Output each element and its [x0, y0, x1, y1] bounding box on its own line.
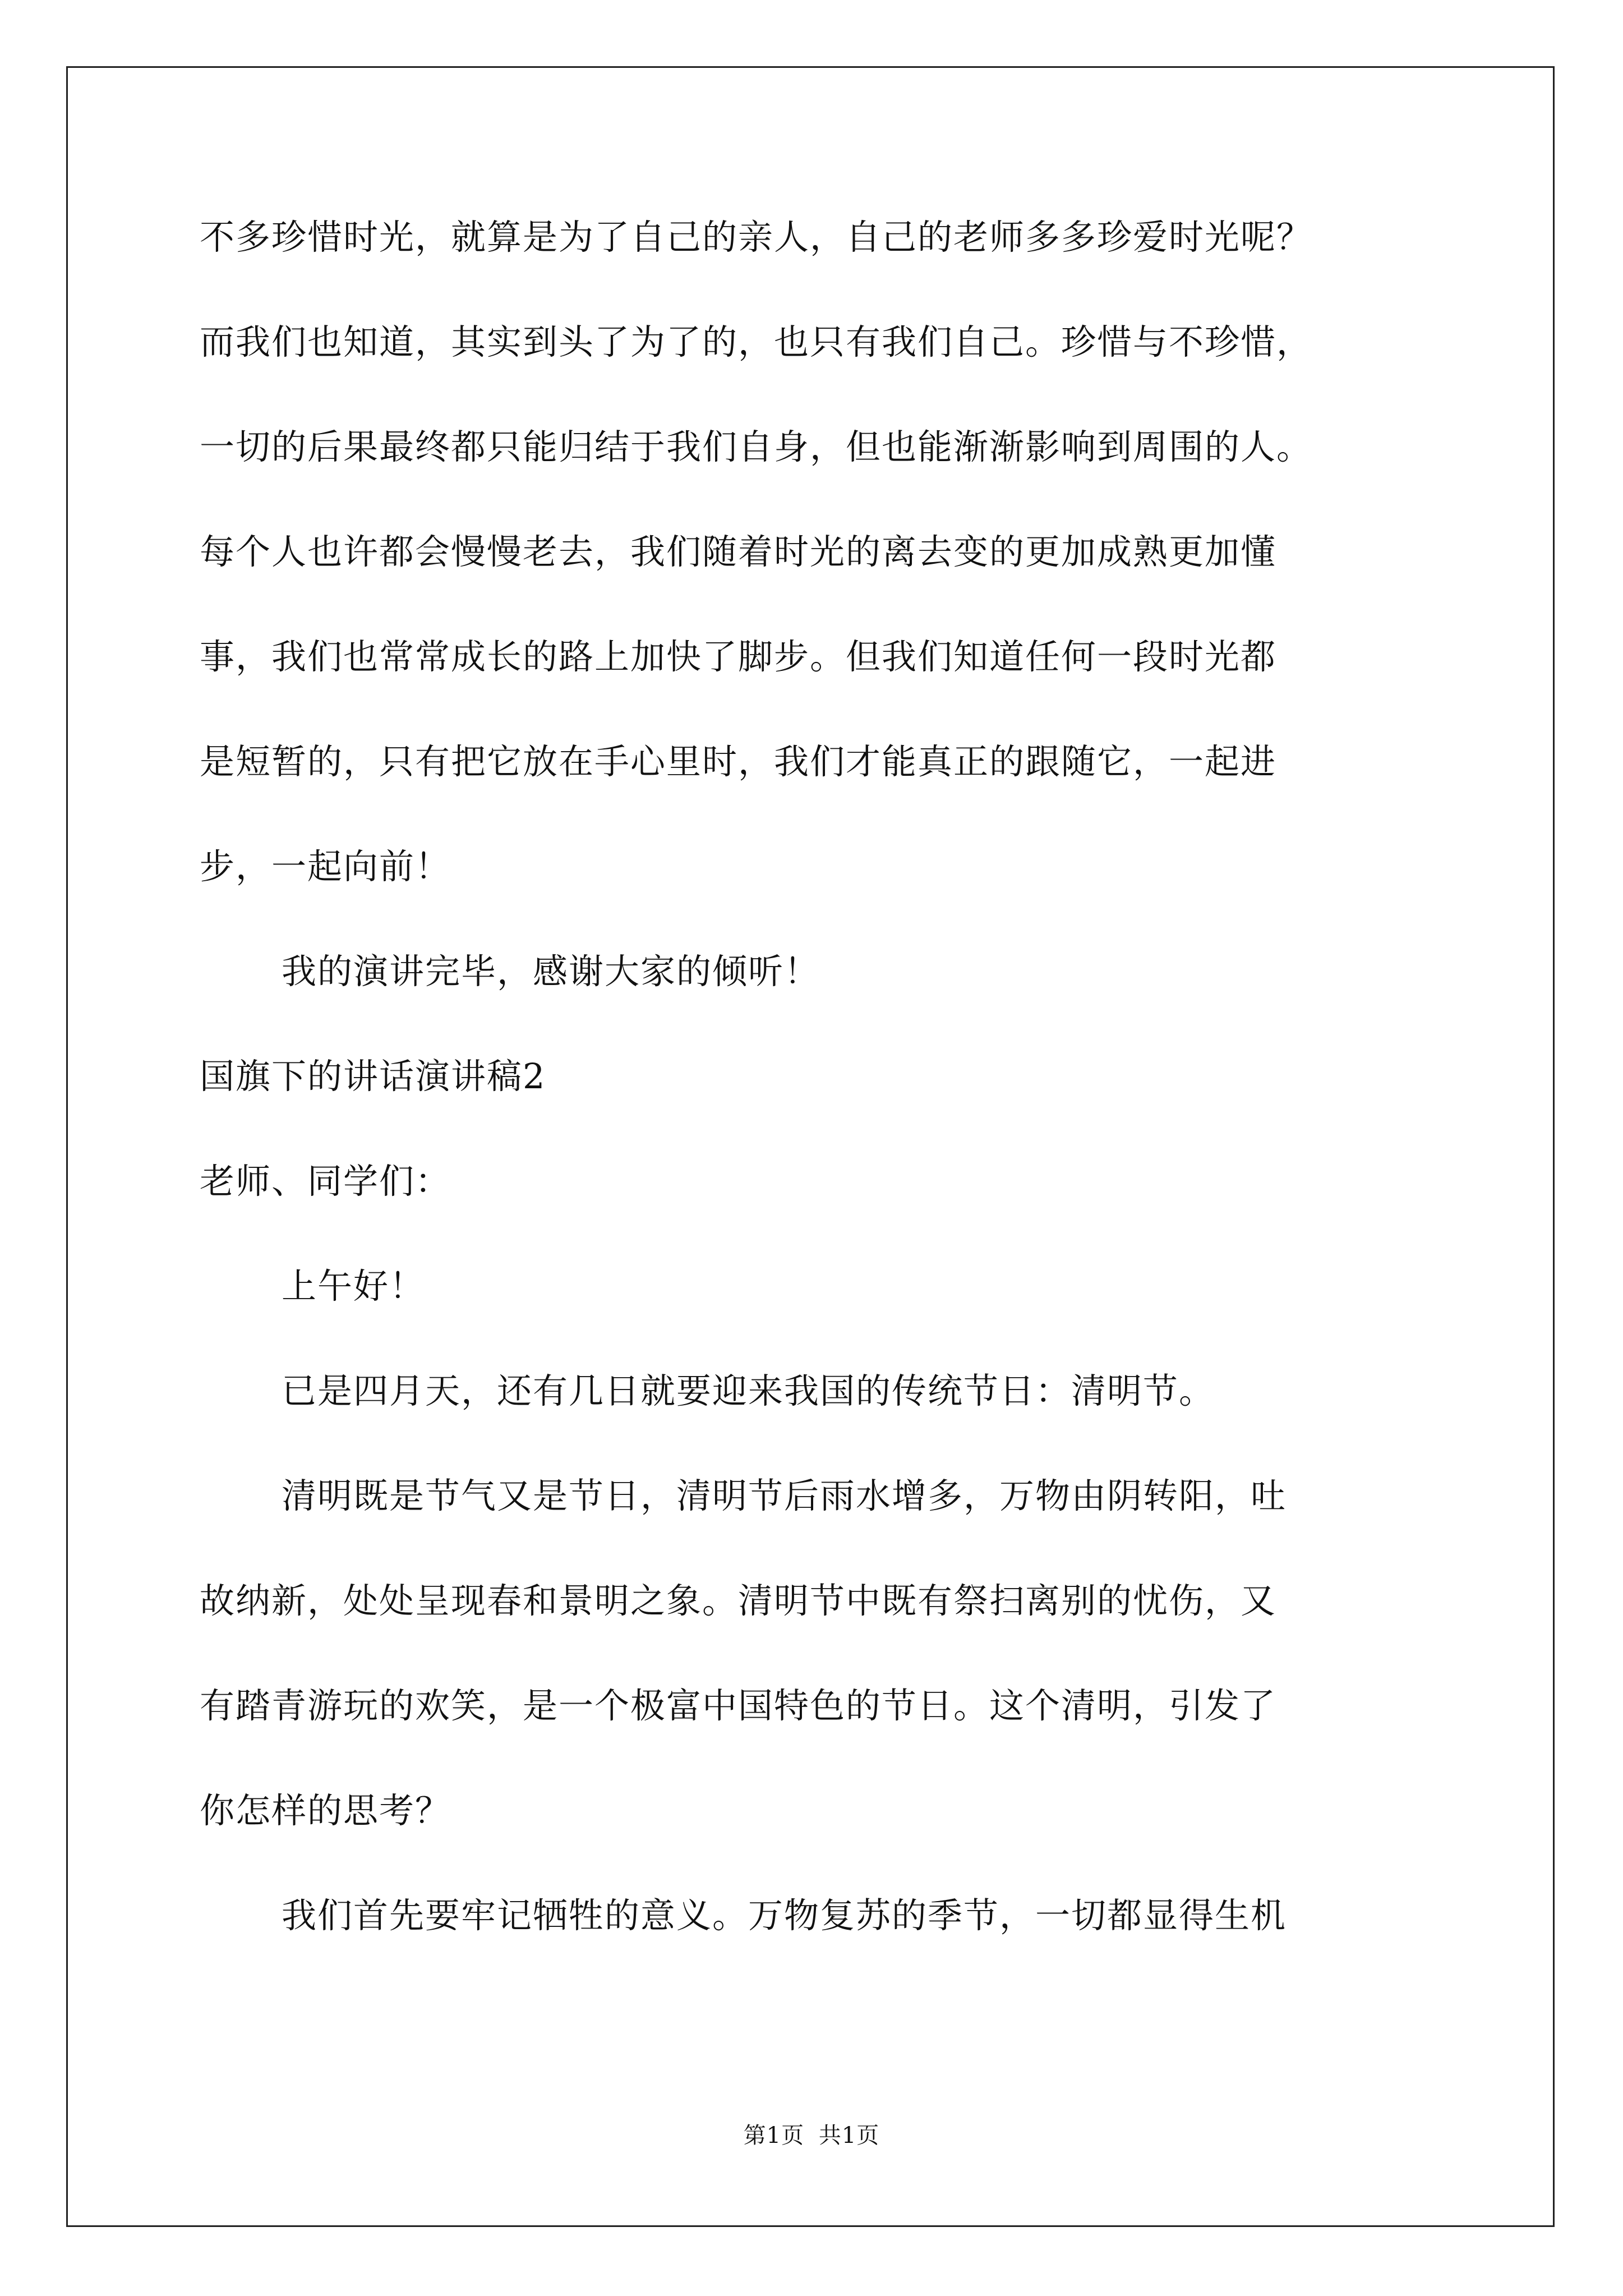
body-text-line: 你怎样的思考？ [200, 1790, 451, 1831]
body-text-line: 有踏青游玩的欢笑，是一个极富中国特色的节日。这个清明，引发了 [200, 1685, 1277, 1726]
body-text-line: 每个人也许都会慢慢老去，我们随着时光的离去变的更加成熟更加懂 [200, 531, 1277, 572]
body-text-line: 清明既是节气又是节日，清明节后雨水增多，万物由阴转阳，吐 [282, 1475, 1287, 1516]
body-text-line: 故纳新，处处呈现春和景明之象。清明节中既有祭扫离别的忧伤，又 [200, 1580, 1277, 1621]
section-heading: 国旗下的讲话演讲稿2 [200, 1056, 546, 1097]
page-number-current: 第1页 [743, 2123, 805, 2148]
body-text-line: 不多珍惜时光，就算是为了自己的亲人，自己的老师多多珍爱时光呢？ [200, 217, 1313, 257]
salutation: 老师、同学们： [200, 1161, 451, 1202]
greeting: 上午好！ [282, 1266, 426, 1306]
body-text-line: 我的演讲完毕，感谢大家的倾听！ [282, 951, 820, 992]
body-text-line: 而我们也知道，其实到头了为了的，也只有我们自己。珍惜与不珍惜， [200, 321, 1313, 362]
body-text-line: 已是四月天，还有几日就要迎来我国的传统节日：清明节。 [282, 1370, 1215, 1411]
body-text-line: 步，一起向前！ [200, 846, 451, 887]
page-number-total: 共1页 [818, 2123, 880, 2148]
page-footer [0, 2122, 1623, 2150]
body-text-line: 是短暂的，只有把它放在手心里时，我们才能真正的跟随它，一起进 [200, 741, 1277, 782]
body-text-line: 我们首先要牢记牺牲的意义。万物复苏的季节，一切都显得生机 [282, 1895, 1287, 1936]
body-text-line: 事，我们也常常成长的路上加快了脚步。但我们知道任何一段时光都 [200, 636, 1277, 677]
body-text-line: 一切的后果最终都只能归结于我们自身，但也能渐渐影响到周围的人。 [200, 426, 1313, 467]
